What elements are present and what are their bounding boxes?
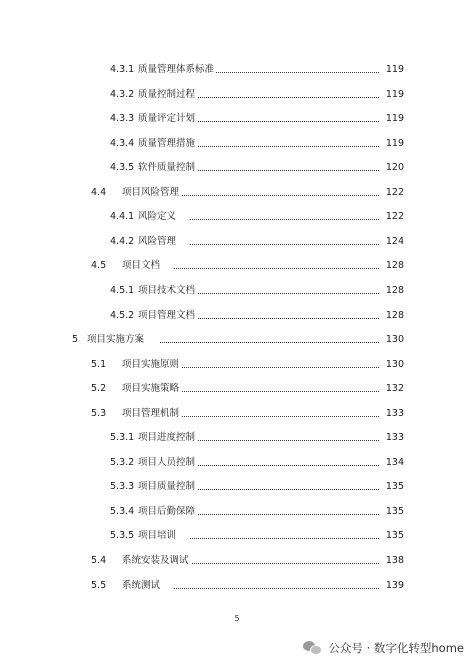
toc-entry-title: 质量控制过程 <box>138 87 197 103</box>
toc-entry[interactable] <box>0 406 474 422</box>
toc-dot-leader <box>174 588 379 589</box>
toc-dot-leader <box>174 563 379 564</box>
toc-entry-title: 项目实施原则 <box>122 357 181 373</box>
toc-dot-leader <box>174 391 379 392</box>
toc-entry[interactable] <box>0 553 474 569</box>
toc-entry-number: 5.3.1 <box>110 432 135 444</box>
toc-entry-title: 项目进度控制 <box>138 430 197 446</box>
toc-entry-title: 软件质量控制 <box>138 160 197 176</box>
toc-entry-number: 5.4 <box>91 555 107 566</box>
toc-entry-title: 项目管理文档 <box>138 308 197 324</box>
toc-entry-number: 4.4.1 <box>110 211 135 223</box>
toc-dot-leader <box>174 268 379 269</box>
toc-entry-title: 项目风险管理 <box>122 185 181 201</box>
toc-entry-page: 119 <box>384 111 404 127</box>
toc-entry-title: 项目人员控制 <box>138 455 197 471</box>
toc-entry-page: 130 <box>384 357 404 373</box>
toc-entry-page: 134 <box>384 455 404 471</box>
toc-entry-page: 133 <box>384 430 404 446</box>
toc-entry-number: 5.3.5 <box>110 530 135 542</box>
toc-entry-page: 119 <box>384 87 404 103</box>
toc-entry[interactable] <box>0 111 474 127</box>
toc-dot-leader <box>190 72 379 73</box>
toc-entry[interactable] <box>0 160 474 176</box>
toc-entry[interactable] <box>0 185 474 201</box>
toc-dot-leader <box>190 121 379 122</box>
wechat-icon <box>303 641 323 655</box>
toc-entry-page: 139 <box>384 578 404 594</box>
page-number: 5 <box>234 614 240 623</box>
toc-entry-number: 4.5.2 <box>110 309 135 321</box>
toc-entry-number: 4.3.1 <box>110 64 135 75</box>
toc-entry-number: 4.3.3 <box>110 113 135 125</box>
toc-entry-title: 风险管理 <box>138 234 178 250</box>
toc-entry-page: 119 <box>384 62 404 78</box>
watermark <box>303 637 464 659</box>
toc-entry-title: 项目技术文档 <box>138 283 197 299</box>
toc-dot-leader <box>190 440 379 441</box>
toc-entry[interactable] <box>0 62 474 78</box>
toc-entry-number: 4.3.2 <box>110 88 135 100</box>
toc-entry-number: 5.1 <box>91 358 107 370</box>
toc-entry-number: 5.5 <box>91 579 107 591</box>
toc-entry-page: 133 <box>384 406 404 422</box>
toc-dot-leader <box>190 170 379 171</box>
toc-entry-page: 130 <box>384 332 404 348</box>
toc-dot-leader <box>190 538 379 539</box>
toc-dot-leader <box>190 489 379 490</box>
toc-entry-number: 5.3 <box>91 407 107 419</box>
toc-dot-leader <box>174 367 379 368</box>
toc-entry-page: 122 <box>384 185 404 201</box>
toc-entry-title: 项目实施策略 <box>122 381 181 397</box>
toc-entry[interactable] <box>0 504 474 520</box>
toc-entry-page: 128 <box>384 258 404 274</box>
toc-entry-page: 128 <box>384 283 404 299</box>
toc-dot-leader <box>190 244 379 245</box>
toc-entry-page: 119 <box>384 136 404 152</box>
toc-entry[interactable] <box>0 381 474 397</box>
toc-entry[interactable] <box>0 136 474 152</box>
toc-entry-number: 5.3.3 <box>110 481 135 493</box>
toc-entry-page: 128 <box>384 308 404 324</box>
toc-dot-leader <box>190 318 379 319</box>
toc-dot-leader <box>174 195 379 196</box>
toc-entry-number: 5.3.4 <box>110 505 135 517</box>
toc-entry-page: 135 <box>384 504 404 520</box>
toc-entry[interactable] <box>0 332 474 348</box>
toc-entry-number: 4.3.5 <box>110 162 135 174</box>
toc-entry-title: 质量管理措施 <box>138 136 197 152</box>
toc-entry-title: 系统安装及调试 <box>122 553 191 569</box>
toc-entry[interactable] <box>0 283 474 299</box>
toc-entry-page: 135 <box>384 479 404 495</box>
toc-entry[interactable] <box>0 578 474 594</box>
toc-entry-title: 质量管理体系标准 <box>138 62 216 78</box>
toc-entry-page: 122 <box>384 209 404 225</box>
toc-entry-number: 5.2 <box>91 383 107 395</box>
toc-entry[interactable] <box>0 234 474 250</box>
toc-entry-number: 5.3.2 <box>110 456 135 468</box>
toc-entry-number: 5 <box>72 334 79 346</box>
toc-entry-title: 项目质量控制 <box>138 479 197 495</box>
toc-entry-title: 项目培训 <box>138 528 178 544</box>
toc-dot-leader <box>190 219 379 220</box>
toc-entry[interactable] <box>0 308 474 324</box>
toc-entry-title: 项目实施方案 <box>87 332 146 348</box>
watermark-text: 公众号 · 数字化转型home <box>328 641 464 655</box>
toc-entry-page: 138 <box>384 553 404 569</box>
toc-dot-leader <box>190 97 379 98</box>
toc-entry[interactable] <box>0 87 474 103</box>
toc-entry[interactable] <box>0 209 474 225</box>
toc-entry-title: 质量评定计划 <box>138 111 197 127</box>
toc-entry-page: 132 <box>384 381 404 397</box>
toc-entry-page: 124 <box>384 234 404 250</box>
toc-entry-page: 135 <box>384 528 404 544</box>
toc-entry[interactable] <box>0 528 474 544</box>
toc-dot-leader <box>160 342 379 343</box>
toc-entry-title: 项目文档 <box>122 258 162 274</box>
toc-entry[interactable] <box>0 430 474 446</box>
toc-entry-page: 120 <box>384 160 404 176</box>
toc-entry-title: 项目后勤保障 <box>138 504 197 520</box>
toc-entry-number: 4.4.2 <box>110 235 135 247</box>
toc-entry-title: 风险定义 <box>138 209 178 225</box>
toc-dot-leader <box>190 514 379 515</box>
toc-dot-leader <box>190 146 379 147</box>
toc-entry-number: 4.4 <box>91 186 107 198</box>
toc-entry-title: 项目管理机制 <box>122 406 181 422</box>
toc-entry[interactable] <box>0 479 474 495</box>
toc-entry-number: 4.3.4 <box>110 137 135 149</box>
toc-entry[interactable] <box>0 357 474 373</box>
toc-dot-leader <box>174 416 379 417</box>
toc-entry-number: 4.5 <box>91 260 107 272</box>
toc-entry[interactable] <box>0 258 474 274</box>
toc-entry-number: 4.5.1 <box>110 284 135 296</box>
toc-entry[interactable] <box>0 455 474 471</box>
toc-dot-leader <box>190 293 379 294</box>
toc-entry-title: 系统测试 <box>122 578 162 594</box>
toc-dot-leader <box>190 465 379 466</box>
